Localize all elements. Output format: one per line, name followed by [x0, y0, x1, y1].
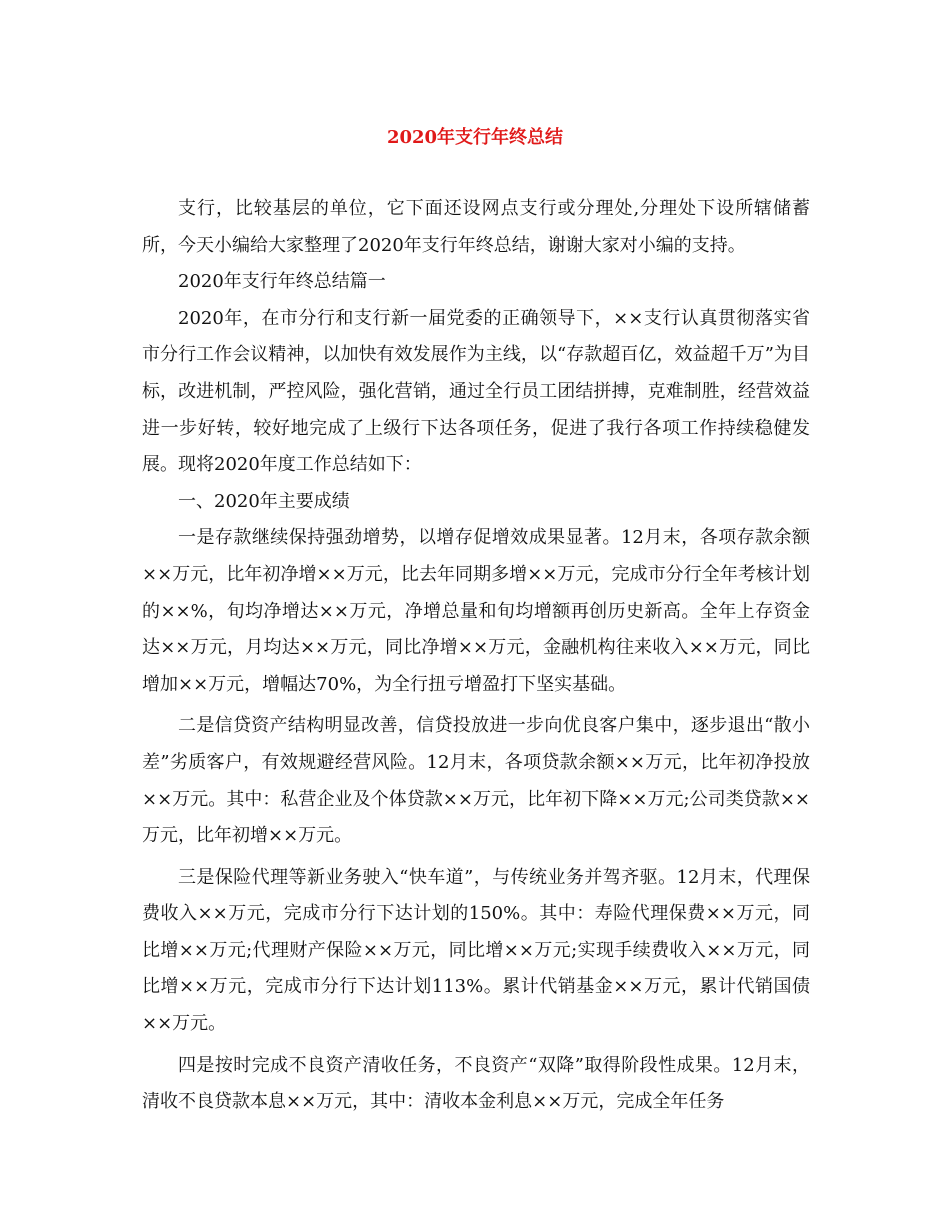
paragraph-credit: 二是信贷资产结构明显改善，信贷投放进一步向优良客户集中，逐步退出“散小差”劣质客户，有效规避经营风险。12月末，各项贷款余额××万元，比年初净投放××万元。其中：私营企业及个体贷款××万元，比年初下降××万元;公司类贷款××万元，比年初增××万元。	[142, 715, 810, 847]
paragraph-deposits: 一是存款继续保持强劲增势，以增存促增效成果显著。12月末，各项存款余额××万元，比年初净增××万元，比去年同期多增××万元，完成市分行全年考核计划的××%，旬均净增达××万元，净增总量和旬均增额再创历史新高。全年上存资金达××万元，月均达××万元，同比净增××万元，金融机构往来收入××万元，同比增加××万元，增幅达70%，为全行扭亏增盈打下坚实基础。	[142, 527, 810, 695]
paragraph-bad-assets: 四是按时完成不良资产清收任务，不良资产“双降”取得阶段性成果。12月末，清收不良贷款本息××万元，其中：清收本金利息××万元，完成全年任务	[142, 1054, 810, 1113]
paragraph-insurance: 三是保险代理等新业务驶入“快车道”，与传统业务并驾齐驱。12月末，代理保费收入××万元，完成市分行下达计划的150%。其中：寿险代理保费××万元，同比增××万元;代理财产保险××万元，同比增××万元;实现手续费收入××万元，同比增××万元，完成市分行下达计划113%。累计代销基金××万元，累计代销国债××万元。	[142, 866, 810, 1035]
paragraph-intro: 支行，比较基层的单位，它下面还设网点支行或分理处,分理处下设所辖储蓄所，今天小编给大家整理了2020年支行年终总结，谢谢大家对小编的支持。	[142, 198, 810, 256]
section-heading-achievements: 一、2020年主要成绩	[178, 490, 350, 512]
document-body	[142, 191, 810, 1121]
document-title: 2020年支行年终总结	[386, 127, 564, 148]
section-heading-part-one: 2020年支行年终总结篇一	[178, 271, 386, 293]
paragraph-overview: 2020年，在市分行和支行新一届党委的正确领导下，××支行认真贯彻落实省市分行工作会议精神，以加快有效发展作为主线，以“存款超百亿，效益超千万”为目标，改进机制，严控风险，强化营销，通过全行员工团结拼搏，克难制胜，经营效益进一步好转，较好地完成了上级行下达各项任务，促进了我行各项工作持续稳健发展。现将2020年度工作总结如下：	[142, 307, 810, 476]
